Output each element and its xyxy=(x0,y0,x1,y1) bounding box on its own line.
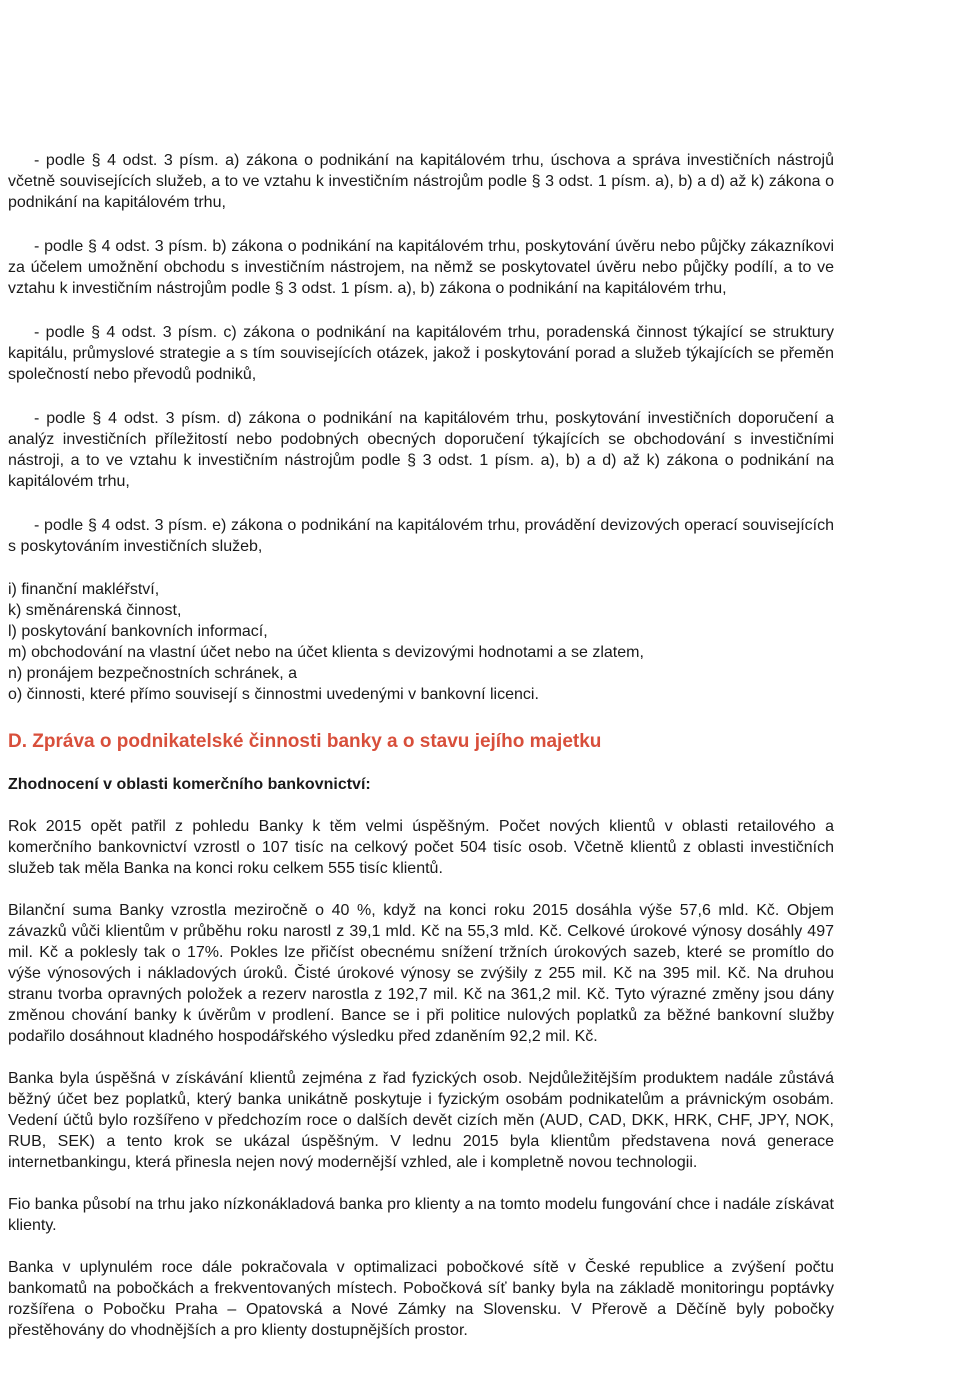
section-d-heading: D. Zpráva o podnikatelské činnosti banky a o stavu jejího majetku xyxy=(8,731,602,752)
paragraph-financials: Bilanční suma Banky vzrostla meziročně o 40 %, když na konci roku 2015 dosáhla výše 57,6 mld. Kč. Objem závazků vůči klientům v průběhu roku narostl z 39,1 mld. Kč na 55,3 mld. Kč. Celkové úrokové výnosy dosáhly 497 mil. Kč a poklesly tak o 17%. Pokles lze přičíst obecnému snížení tržních úrokových sazeb, které se promítlo do výše výnosových i nákladových úroků. Čisté úrokové výnosy se zvýšily z 255 mil. Kč na 395 mil. Kč. Na druhou stranu tvorba opravných položek a rezerv narostla z 192,7 mil. Kč na 361,2 mil. Kč. Tyto výrazné změny jsou dány změnou chování banky k úvěrům v prodlení. Bance se i při politice nulových poplatků za běžné bankovní služby podařilo dosáhnout kladného hospodářského výsledku před zdaněním 92,2 mil. Kč. xyxy=(8,902,834,1045)
paragraph-branch-network: Banka v uplynulém roce dále pokračovala v optimalizaci pobočkové sítě v České republice a zvýšení počtu bankomatů na pobočkách a frekventovaných místech. Pobočková síť banky byla na základě monitoringu poptávky rozšířena o Pobočku Praha – Opatovská a Nové Zámky na Slovensku. V Přerově a Děčíně byly pobočky přestěhovány do vhodnějších a pro klienty dostupnějších prostor. xyxy=(8,1259,834,1339)
paragraph-clients: Rok 2015 opět patřil z pohledu Banky k těm velmi úspěšným. Počet nových klientů v oblasti retailového a komerčního bankovnictví vzrostl o 107 tisíc na celkový počet 504 tisíc osob. Včetně klientů z oblasti investičních služeb tak měla Banka na konci roku celkem 555 tisíc klientů. xyxy=(8,818,834,877)
activities-list xyxy=(8,579,834,705)
activity-item-n: n) pronájem bezpečnostních schránek, a xyxy=(8,665,298,682)
service-item-e: - podle § 4 odst. 3 písm. e) zákona o podnikání na kapitálovém trhu, provádění devizových operací souvisejících s poskytováním investičních služeb, xyxy=(8,517,834,555)
service-item-c: - podle § 4 odst. 3 písm. c) zákona o podnikání na kapitálovém trhu, poradenská činnost týkající se struktury kapitálu, průmyslové strategie a s tím souvisejících otázek, jakož i poskytování porad a služeb týkajících se přeměn společností nebo převodů podniků, xyxy=(8,324,834,383)
activity-item-l: l) poskytování bankovních informací, xyxy=(8,623,268,640)
activity-item-m: m) obchodování na vlastní účet nebo na účet klienta s devizovými hodnotami a se zlatem, xyxy=(8,644,644,661)
service-item-d: - podle § 4 odst. 3 písm. d) zákona o podnikání na kapitálovém trhu, poskytování investičních doporučení a analýz investičních příležitostí nebo podobných obecných doporučení týkajících se obchodování s investičními nástroji, a to ve vztahu k investičním nástrojům podle § 3 odst. 1 písm. a), b) a d) až k) zákona o podnikání na kapitálovém trhu, xyxy=(8,410,834,490)
activity-item-k: k) směnárenská činnost, xyxy=(8,602,182,619)
paragraph-products: Banka byla úspěšná v získávání klientů zejména z řad fyzických osob. Nejdůležitějším produktem nadále zůstává běžný účet bez poplatků, který banka unikátně poskytuje i fyzickým osobám podnikatelům a právnickým osobám. Vedení účtů bylo rozšířeno v předchozím roce o dalších devět cizích měn (AUD, CAD, DKK, HRK, CHF, JPY, NOK, RUB, SEK) a tento krok se ukázal úspěšným. V lednu 2015 byla klientům představena nová generace internetbankingu, která přinesla nejen nový modernější vzhled, ale i kompletně novou technologii. xyxy=(8,1070,834,1171)
activity-item-i: i) finanční makléřství, xyxy=(8,581,160,598)
service-item-a: - podle § 4 odst. 3 písm. a) zákona o podnikání na kapitálovém trhu, úschova a správa investičních nástrojů včetně souvisejících služeb, a to ve vztahu k investičním nástrojům podle § 3 odst. 1 písm. a), b) a d) až k) zákona o podnikání na kapitálovém trhu, xyxy=(8,152,834,211)
activity-item-o: o) činnosti, které přímo souvisejí s činnostmi uvedenými v bankovní licenci. xyxy=(8,686,539,703)
paragraph-low-cost-model: Fio banka působí na trhu jako nízkonákladová banka pro klienty a na tomto modelu fungování chce i nadále získávat klienty. xyxy=(8,1196,834,1234)
document-page xyxy=(8,150,834,1341)
service-item-b: - podle § 4 odst. 3 písm. b) zákona o podnikání na kapitálovém trhu, poskytování úvěru nebo půjčky zákazníkovi za účelem umožnění obchodu s investičním nástrojem, na němž se poskytovatel úvěru nebo půjčky podílí, a to ve vztahu k investičním nástrojům podle § 3 odst. 1 písm. a), b) zákona o podnikání na kapitálovém trhu, xyxy=(8,238,834,297)
commercial-banking-subheading: Zhodnocení v oblasti komerčního bankovnictví: xyxy=(8,776,371,793)
